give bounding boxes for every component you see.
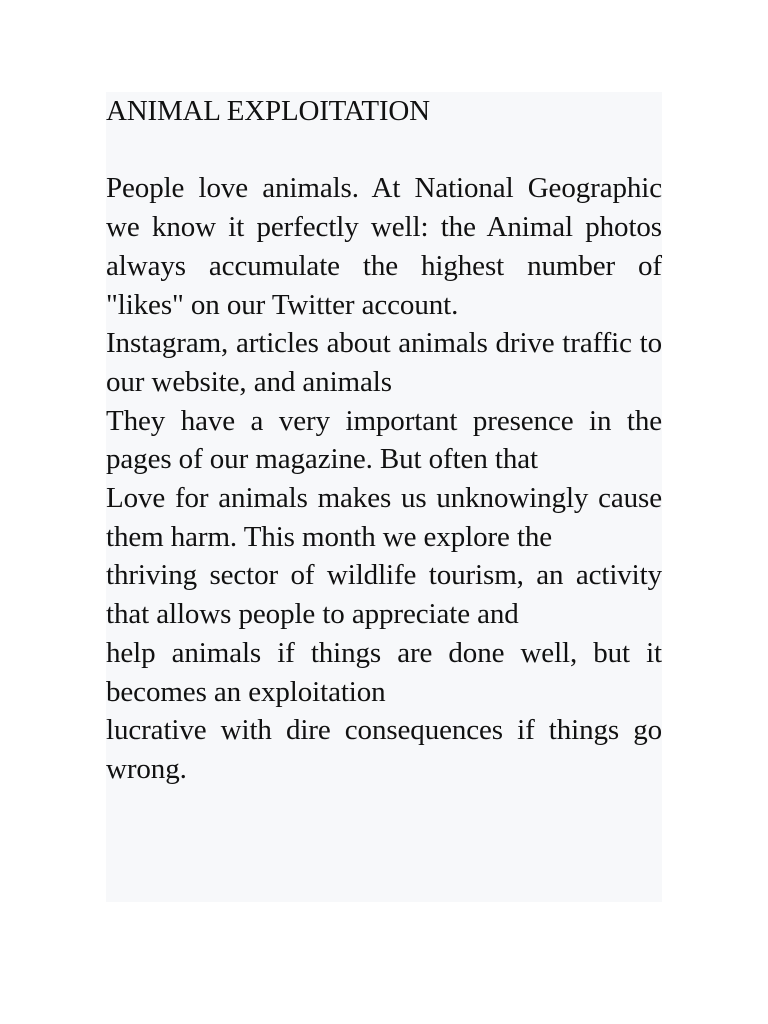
- paragraph-7: lucrative with dire consequences if things go wrong.: [106, 714, 662, 785]
- paragraph-4: Love for animals makes us unknowingly cause them harm. This month we explore the: [106, 482, 662, 553]
- paragraph-3: They have a very important presence in the pages of our magazine. But often that: [106, 404, 662, 476]
- title-spacer: [106, 131, 662, 170]
- paragraph-6: help animals if things are done well, but it becomes an exploitation: [106, 636, 662, 708]
- article-text-block: [106, 92, 662, 902]
- paragraph-2: Instagram, articles about animals drive traffic to our website, and animals: [106, 327, 662, 398]
- article-title: ANIMAL EXPLOITATION: [106, 95, 430, 127]
- paragraph-1: People love animals. At National Geographic we know it perfectly well: the Animal photos always accumulate the highest number of "likes" on our Twitter account.: [106, 172, 662, 321]
- paragraph-5: thriving sector of wildlife tourism, an activity that allows people to appreciate and: [106, 559, 662, 631]
